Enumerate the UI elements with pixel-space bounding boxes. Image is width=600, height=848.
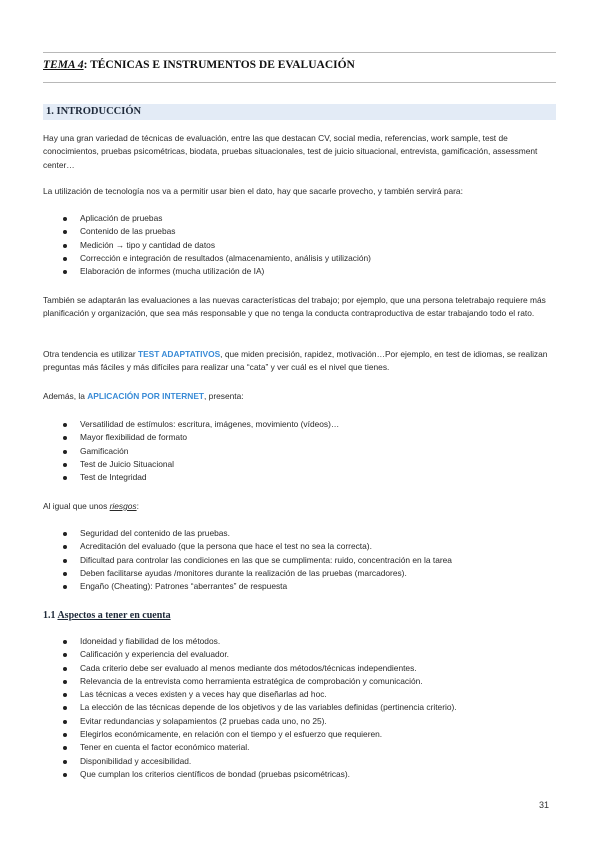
risks-intro-paragraph: Al igual que unos riesgos: (43, 501, 139, 511)
bullet-icon (63, 545, 67, 549)
bullet-icon (63, 585, 67, 589)
bullet-icon (63, 760, 67, 764)
adaptive-test-highlight: TEST ADAPTATIVOS (137, 349, 221, 359)
bullet-icon (63, 423, 67, 427)
top-rule (43, 52, 556, 53)
list-item: Acreditación del evaluado (que la persona que hace el test no sea la correcta). (43, 540, 556, 553)
bullet-icon (63, 217, 67, 221)
list-item: Dificultad para controlar las condiciones en las que se cumplimenta: ruido, concentración en la tarea (43, 554, 556, 567)
subsection-heading: 1.1 Aspectos a tener en cuenta (43, 610, 171, 621)
internet-application-highlight: APLICACIÓN POR INTERNET (87, 391, 205, 401)
bullet-icon (63, 450, 67, 454)
bullet-icon (63, 463, 67, 467)
list-item: Versatilidad de estímulos: escritura, imágenes, movimiento (vídeos)… (43, 418, 556, 431)
list-item: Elaboración de informes (mucha utilización de IA) (43, 265, 556, 278)
intro-paragraph: Hay una gran variedad de técnicas de evaluación, entre las que destacan CV, social media, referencias, work sample, test de conocimientos, pruebas psicométricas, biodata, pruebas situacionales, test de juicio situacional, entrevista, gamificación, assessment center… (43, 133, 538, 170)
list-item: Engaño (Cheating): Patrones “aberrantes” de respuesta (43, 580, 556, 593)
list-item: Evitar redundancias y solapamientos (2 pruebas cada uno, no 25). (43, 715, 556, 728)
list-item: Gamificación (43, 445, 556, 458)
list-item: Que cumplan los criterios científicos de bondad (pruebas psicométricas). (43, 768, 556, 781)
tech-intro-paragraph: La utilización de tecnología nos va a permitir usar bien el dato, hay que sacarle provecho, y también servirá para: (43, 186, 463, 196)
bullet-icon (63, 667, 67, 671)
bullet-icon (63, 230, 67, 234)
bullet-icon (63, 693, 67, 697)
tema-label: TEMA 4 (43, 59, 84, 71)
list-item: Disponibilidad y accesibilidad. (43, 755, 556, 768)
title-text: : TÉCNICAS E INSTRUMENTOS DE EVALUACIÓN (83, 59, 355, 71)
bullet-icon (63, 640, 67, 644)
bullet-icon (63, 532, 67, 536)
bullet-icon (63, 572, 67, 576)
bullet-icon (63, 476, 67, 480)
list-item: Tener en cuenta el factor económico material. (43, 741, 556, 754)
list-item: Contenido de las pruebas (43, 225, 556, 238)
list-item: Las técnicas a veces existen y a veces hay que diseñarlas ad hoc. (43, 688, 556, 701)
list-item: Aplicación de pruebas (43, 212, 556, 225)
section-heading-bar (43, 104, 556, 120)
aspects-list (43, 635, 556, 781)
list-item: Calificación y experiencia del evaluador. (43, 648, 556, 661)
list-item: Medición → tipo y cantidad de datos (43, 239, 556, 252)
section-heading: 1. INTRODUCCIÓN (46, 106, 142, 117)
bullet-icon (63, 270, 67, 274)
bullet-icon (63, 257, 67, 261)
trend-paragraph: Otra tendencia es utilizar TEST ADAPTATIVOS, que miden precisión, rapidez, motivación…Por ejemplo, en test de idiomas, se realizan preguntas más fáciles y más difíciles para realizar una “cata” y ver cuál es el nivel que tienes. (43, 349, 548, 373)
bullet-icon (63, 680, 67, 684)
bullet-icon (63, 706, 67, 710)
bullet-icon (63, 746, 67, 750)
list-item: Mayor flexibilidad de formato (43, 431, 556, 444)
adaptation-paragraph: También se adaptarán las evaluaciones a las nuevas características del trabajo; por ejemplo, que una persona teletrabajo requiere más planificación y organización, que sea más responsable y que no tenga la conducta contraproductiva de estar trabajando todo el rato. (43, 295, 546, 319)
list-item: Seguridad del contenido de las pruebas. (43, 527, 556, 540)
internet-paragraph: Además, la APLICACIÓN POR INTERNET, presenta: (43, 391, 244, 401)
bullet-icon (63, 244, 67, 248)
list-item: Test de Juicio Situacional (43, 458, 556, 471)
tech-uses-list (43, 212, 556, 278)
list-item: Cada criterio debe ser evaluado al menos mediante dos métodos/técnicas independientes. (43, 662, 556, 675)
bullet-icon (63, 653, 67, 657)
page-number: 31 (539, 800, 550, 810)
list-item: Test de Integridad (43, 471, 556, 484)
list-item: Idoneidad y fiabilidad de los métodos. (43, 635, 556, 648)
bullet-icon (63, 720, 67, 724)
title-underline-rule (43, 82, 556, 83)
list-item: Corrección e integración de resultados (almacenamiento, análisis y utilización) (43, 252, 556, 265)
bullet-icon (63, 559, 67, 563)
page-title (43, 59, 556, 71)
list-item: La elección de las técnicas depende de los objetivos y de las variables definidas (pertinencia criterio). (43, 701, 556, 714)
bullet-icon (63, 773, 67, 777)
list-item: Elegirlos económicamente, en relación con el tiempo y el esfuerzo que requieren. (43, 728, 556, 741)
list-item: Deben facilitarse ayudas /monitores durante la realización de las pruebas (marcadores). (43, 567, 556, 580)
bullet-icon (63, 436, 67, 440)
list-item: Relevancia de la entrevista como herramienta estratégica de comprobación y comunicación. (43, 675, 556, 688)
risks-highlight: riesgos (109, 501, 137, 511)
risks-list (43, 527, 556, 593)
internet-features-list (43, 418, 556, 484)
subsection-title: Aspectos a tener en cuenta (57, 610, 171, 621)
bullet-icon (63, 733, 67, 737)
